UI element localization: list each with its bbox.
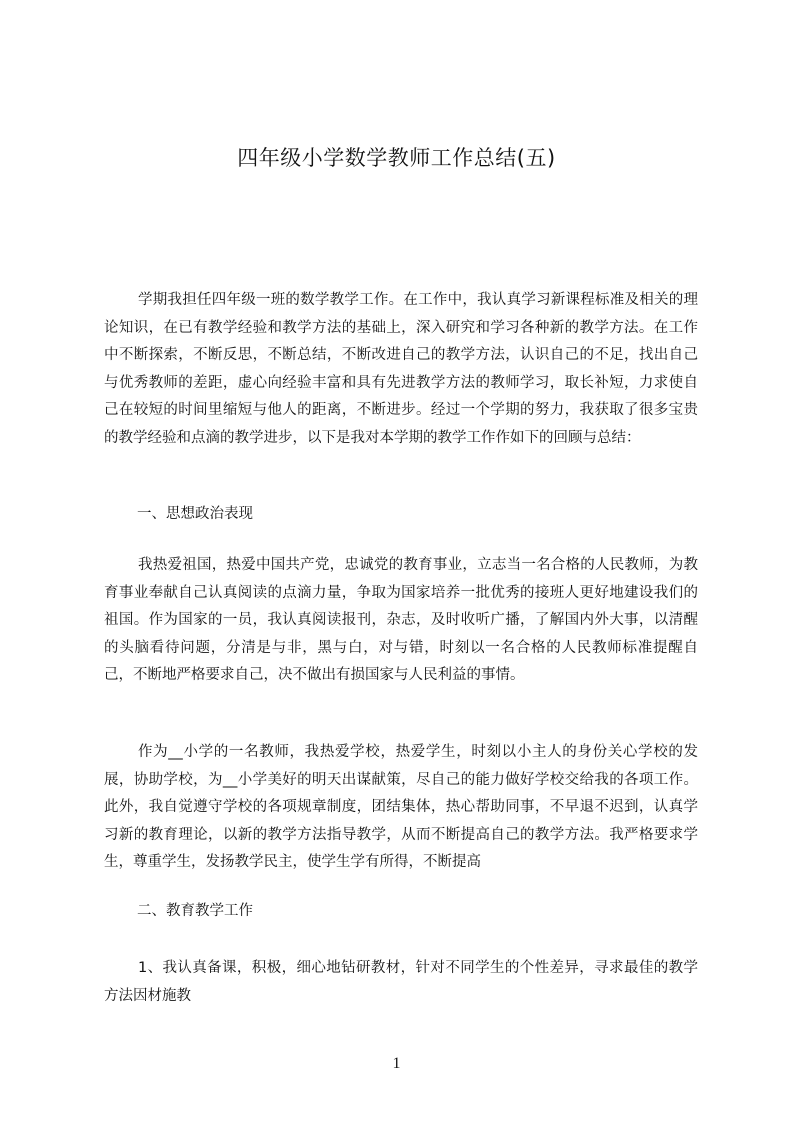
section-heading-teaching: 二、教育教学工作 xyxy=(137,903,253,919)
teaching-paragraph: 1、我认真备课，积极，细心地钻研教材，针对不同学生的个性差异，寻求最佳的教学方法因材施教 xyxy=(104,960,698,1004)
page-title: 四年级小学数学教师工作总结(五) xyxy=(237,146,556,170)
school-paragraph: 作为__小学的一名教师，我热爱学校，热爱学生，时刻以小主人的身份关心学校的发展，协助学校，为__小学美好的明天出谋献策，尽自己的能力做好学校交给我的各项工作。此外，我自觉遵守学校的各项规章制度，团结集体，热心帮助同事，不早退不迟到，认真学习新的教育理论，以新的教学方法指导教学，从而不断提高自己的教学方法。我严格要求学生，尊重学生，发扬教学民主，使学生学有所得，不断提高 xyxy=(104,744,698,870)
section-heading-political: 一、思想政治表现 xyxy=(137,506,253,522)
political-paragraph: 我热爱祖国，热爱中国共产党，忠诚党的教育事业，立志当一名合格的人民教师，为教育事业奉献自己认真阅读的点滴力量，争取为国家培养一批优秀的接班人更好地建设我们的祖国。作为国家的一员，我认真阅读报刊，杂志，及时收听广播，了解国内外大事，以清醒的头脑看待问题，分清是与非，黑与白，对与错，时刻以一名合格的人民教师标准提醒自己，不断地严格要求自己，决不做出有损国家与人民利益的事情。 xyxy=(104,557,698,683)
intro-paragraph: 学期我担任四年级一班的数学教学工作。在工作中，我认真学习新课程标准及相关的理论知识，在已有教学经验和教学方法的基础上，深入研究和学习各种新的教学方法。在工作中不断探索，不断反思，不断总结，不断改进自己的教学方法，认识自己的不足，找出自己与优秀教师的差距，虚心向经验丰富和具有先进教学方法的教师学习，取长补短，力求使自己在较短的时间里缩短与他人的距离，不断进步。经过一个学期的努力，我获取了很多宝贵的教学经验和点滴的教学进步，以下是我对本学期的教学工作作如下的回顾与总结： xyxy=(104,292,698,446)
page-number: 1 xyxy=(392,1055,401,1072)
